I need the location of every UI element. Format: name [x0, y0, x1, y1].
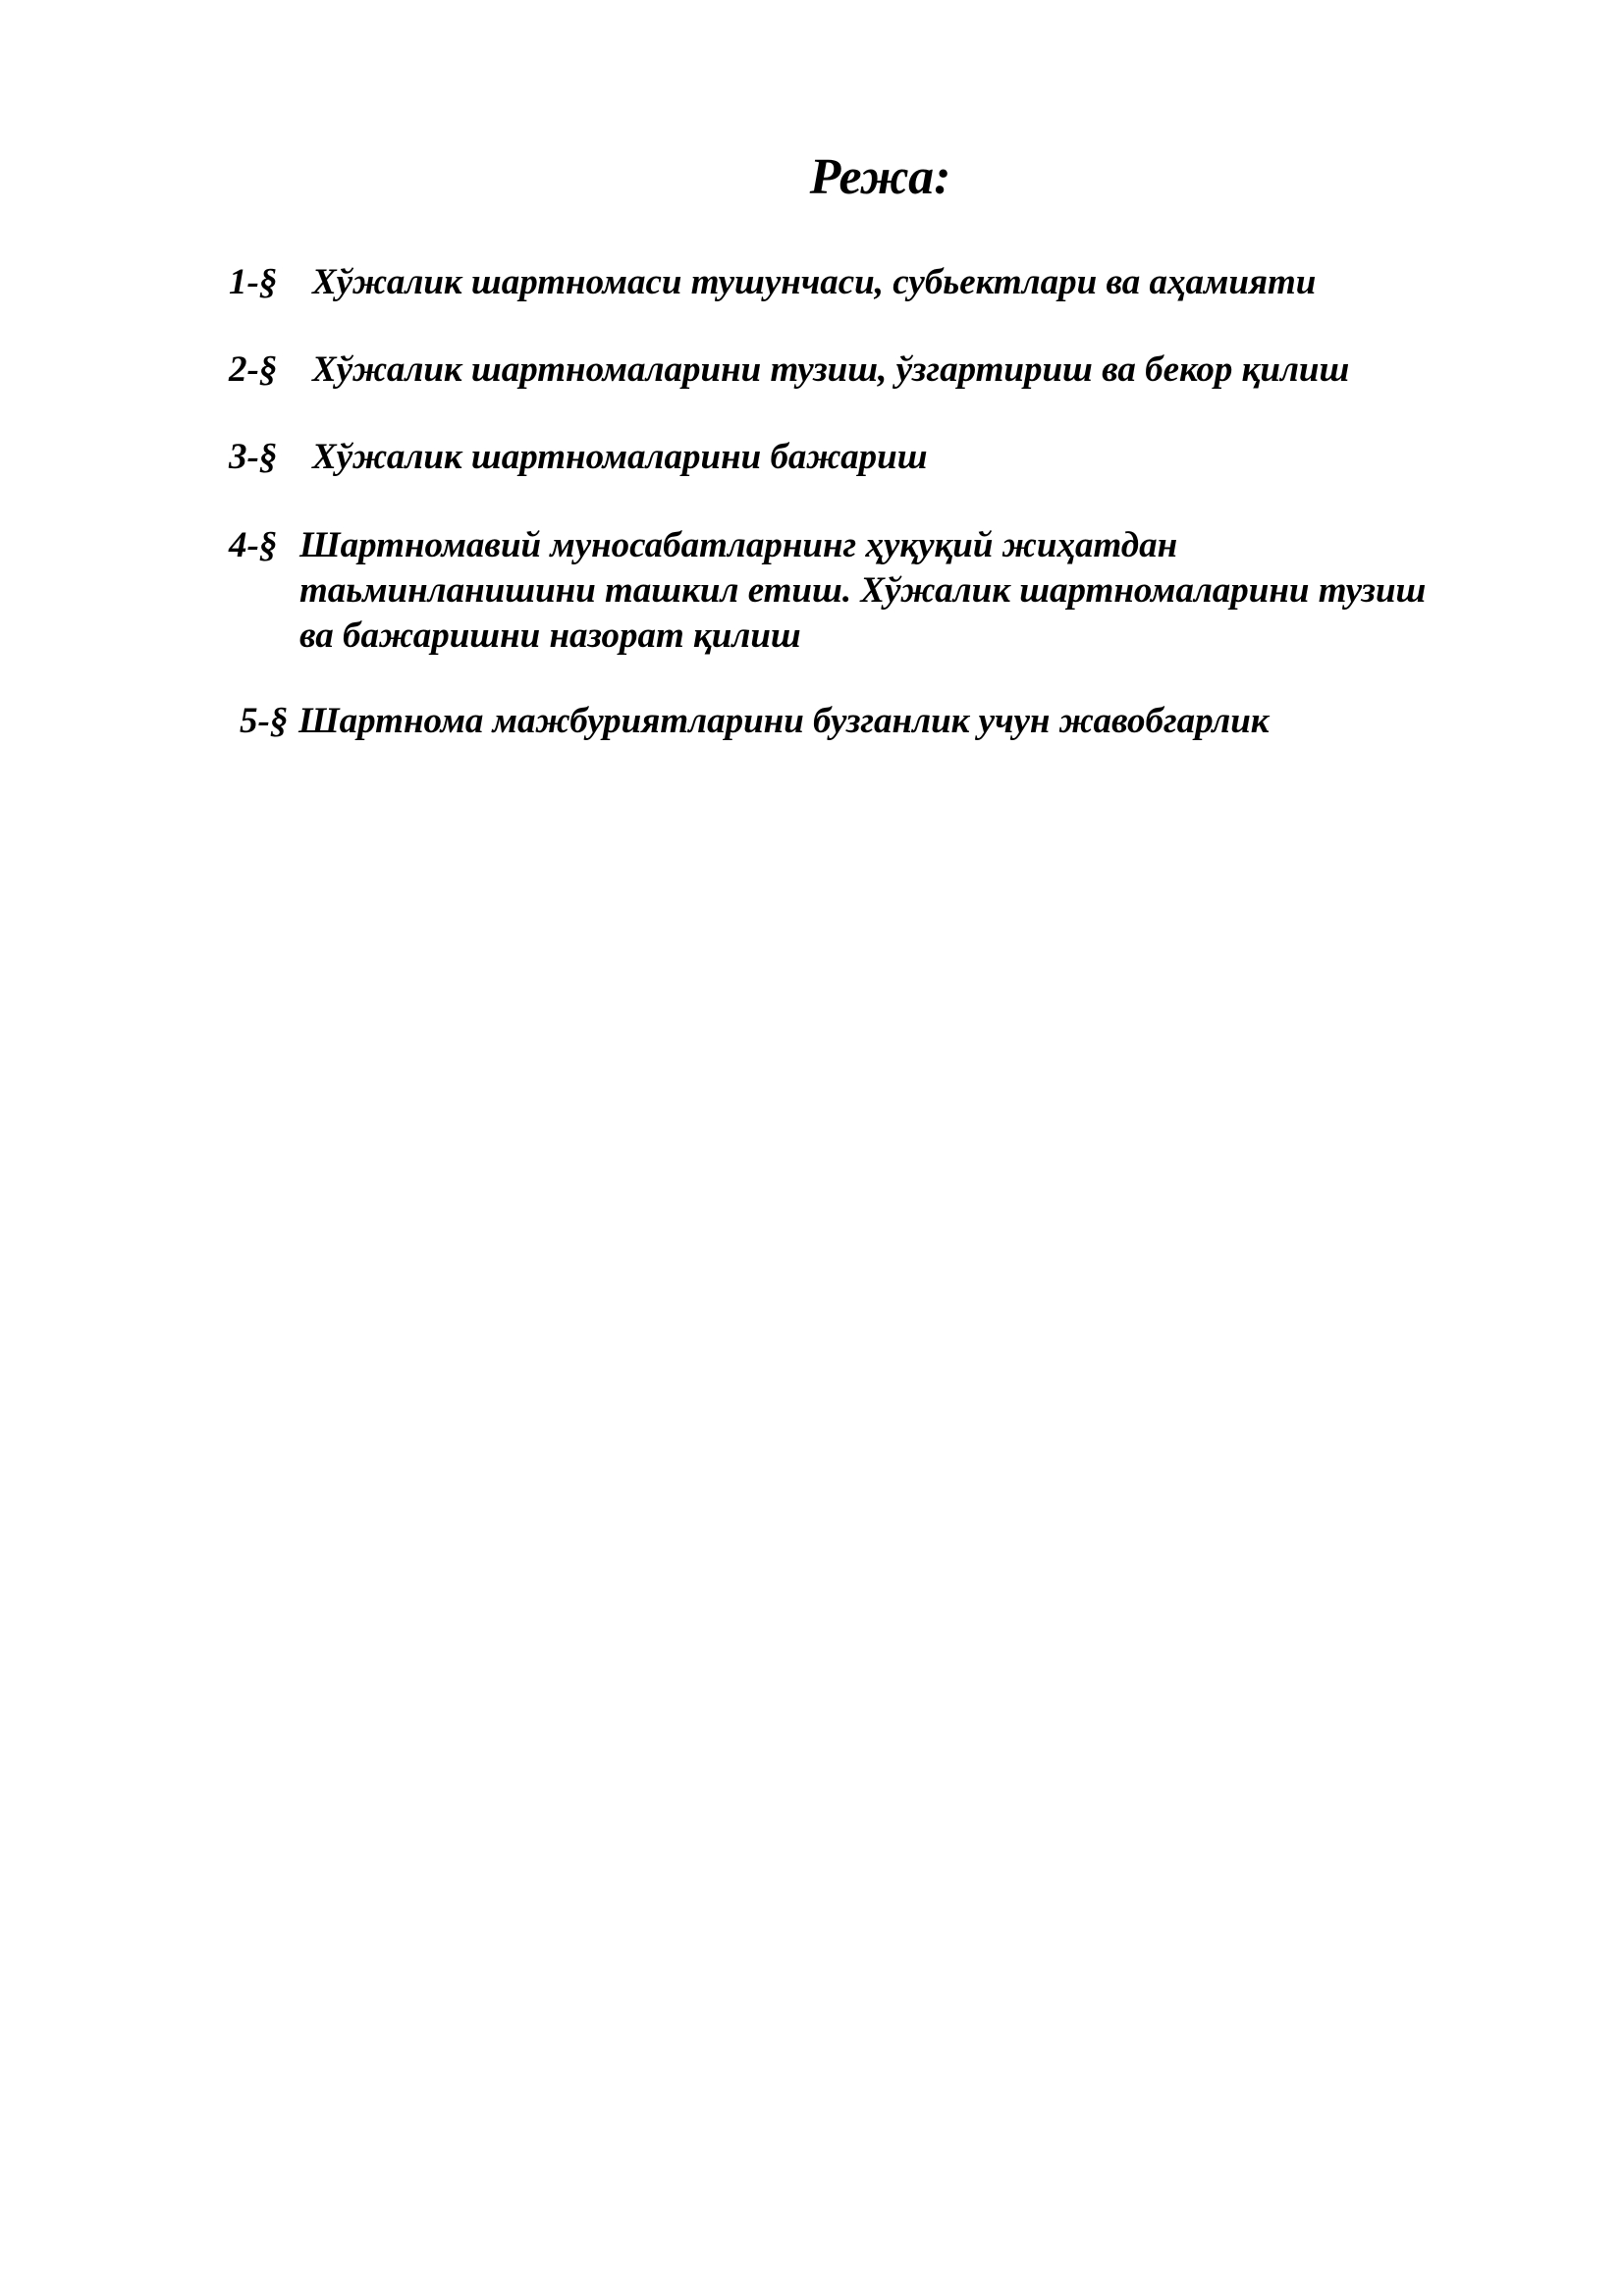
plan-item	[240, 699, 1270, 744]
plan-item	[229, 523, 1426, 659]
plan-item-number: 4-§	[229, 525, 278, 565]
plan-item-text-line: таьминланишини ташкил етиш. Хўжалик шартномаларини тузиш	[299, 570, 1427, 611]
plan-item-text: Хўжалик шартномаларини тузиш, ўзгартириш ва бекор қилиш	[312, 349, 1350, 390]
plan-item-text: Хўжалик шартномаларини бажариш	[312, 437, 928, 477]
plan-item-number: 3-§	[229, 437, 278, 477]
plan-item-text-line: ва бажаришни назорат қилиш	[299, 615, 801, 656]
plan-item-text: Шартнома мажбуриятларини бузганлик учун жавобгарлик	[298, 701, 1270, 741]
plan-item-number: 5-§	[240, 701, 289, 741]
plan-item-number: 1-§	[229, 262, 278, 302]
plan-item	[229, 260, 1316, 305]
plan-item	[229, 347, 1349, 393]
plan-item-number: 2-§	[229, 349, 278, 390]
plan-item-text: Хўжалик шартномаси тушунчаси, субьектлари ва аҳамияти	[312, 262, 1317, 302]
plan-item	[229, 435, 928, 480]
page-title: Режа:	[809, 149, 951, 205]
plan-item-text-line: Шартномавий муносабатларнинг ҳуқуқий жиҳатдан	[299, 525, 1178, 565]
